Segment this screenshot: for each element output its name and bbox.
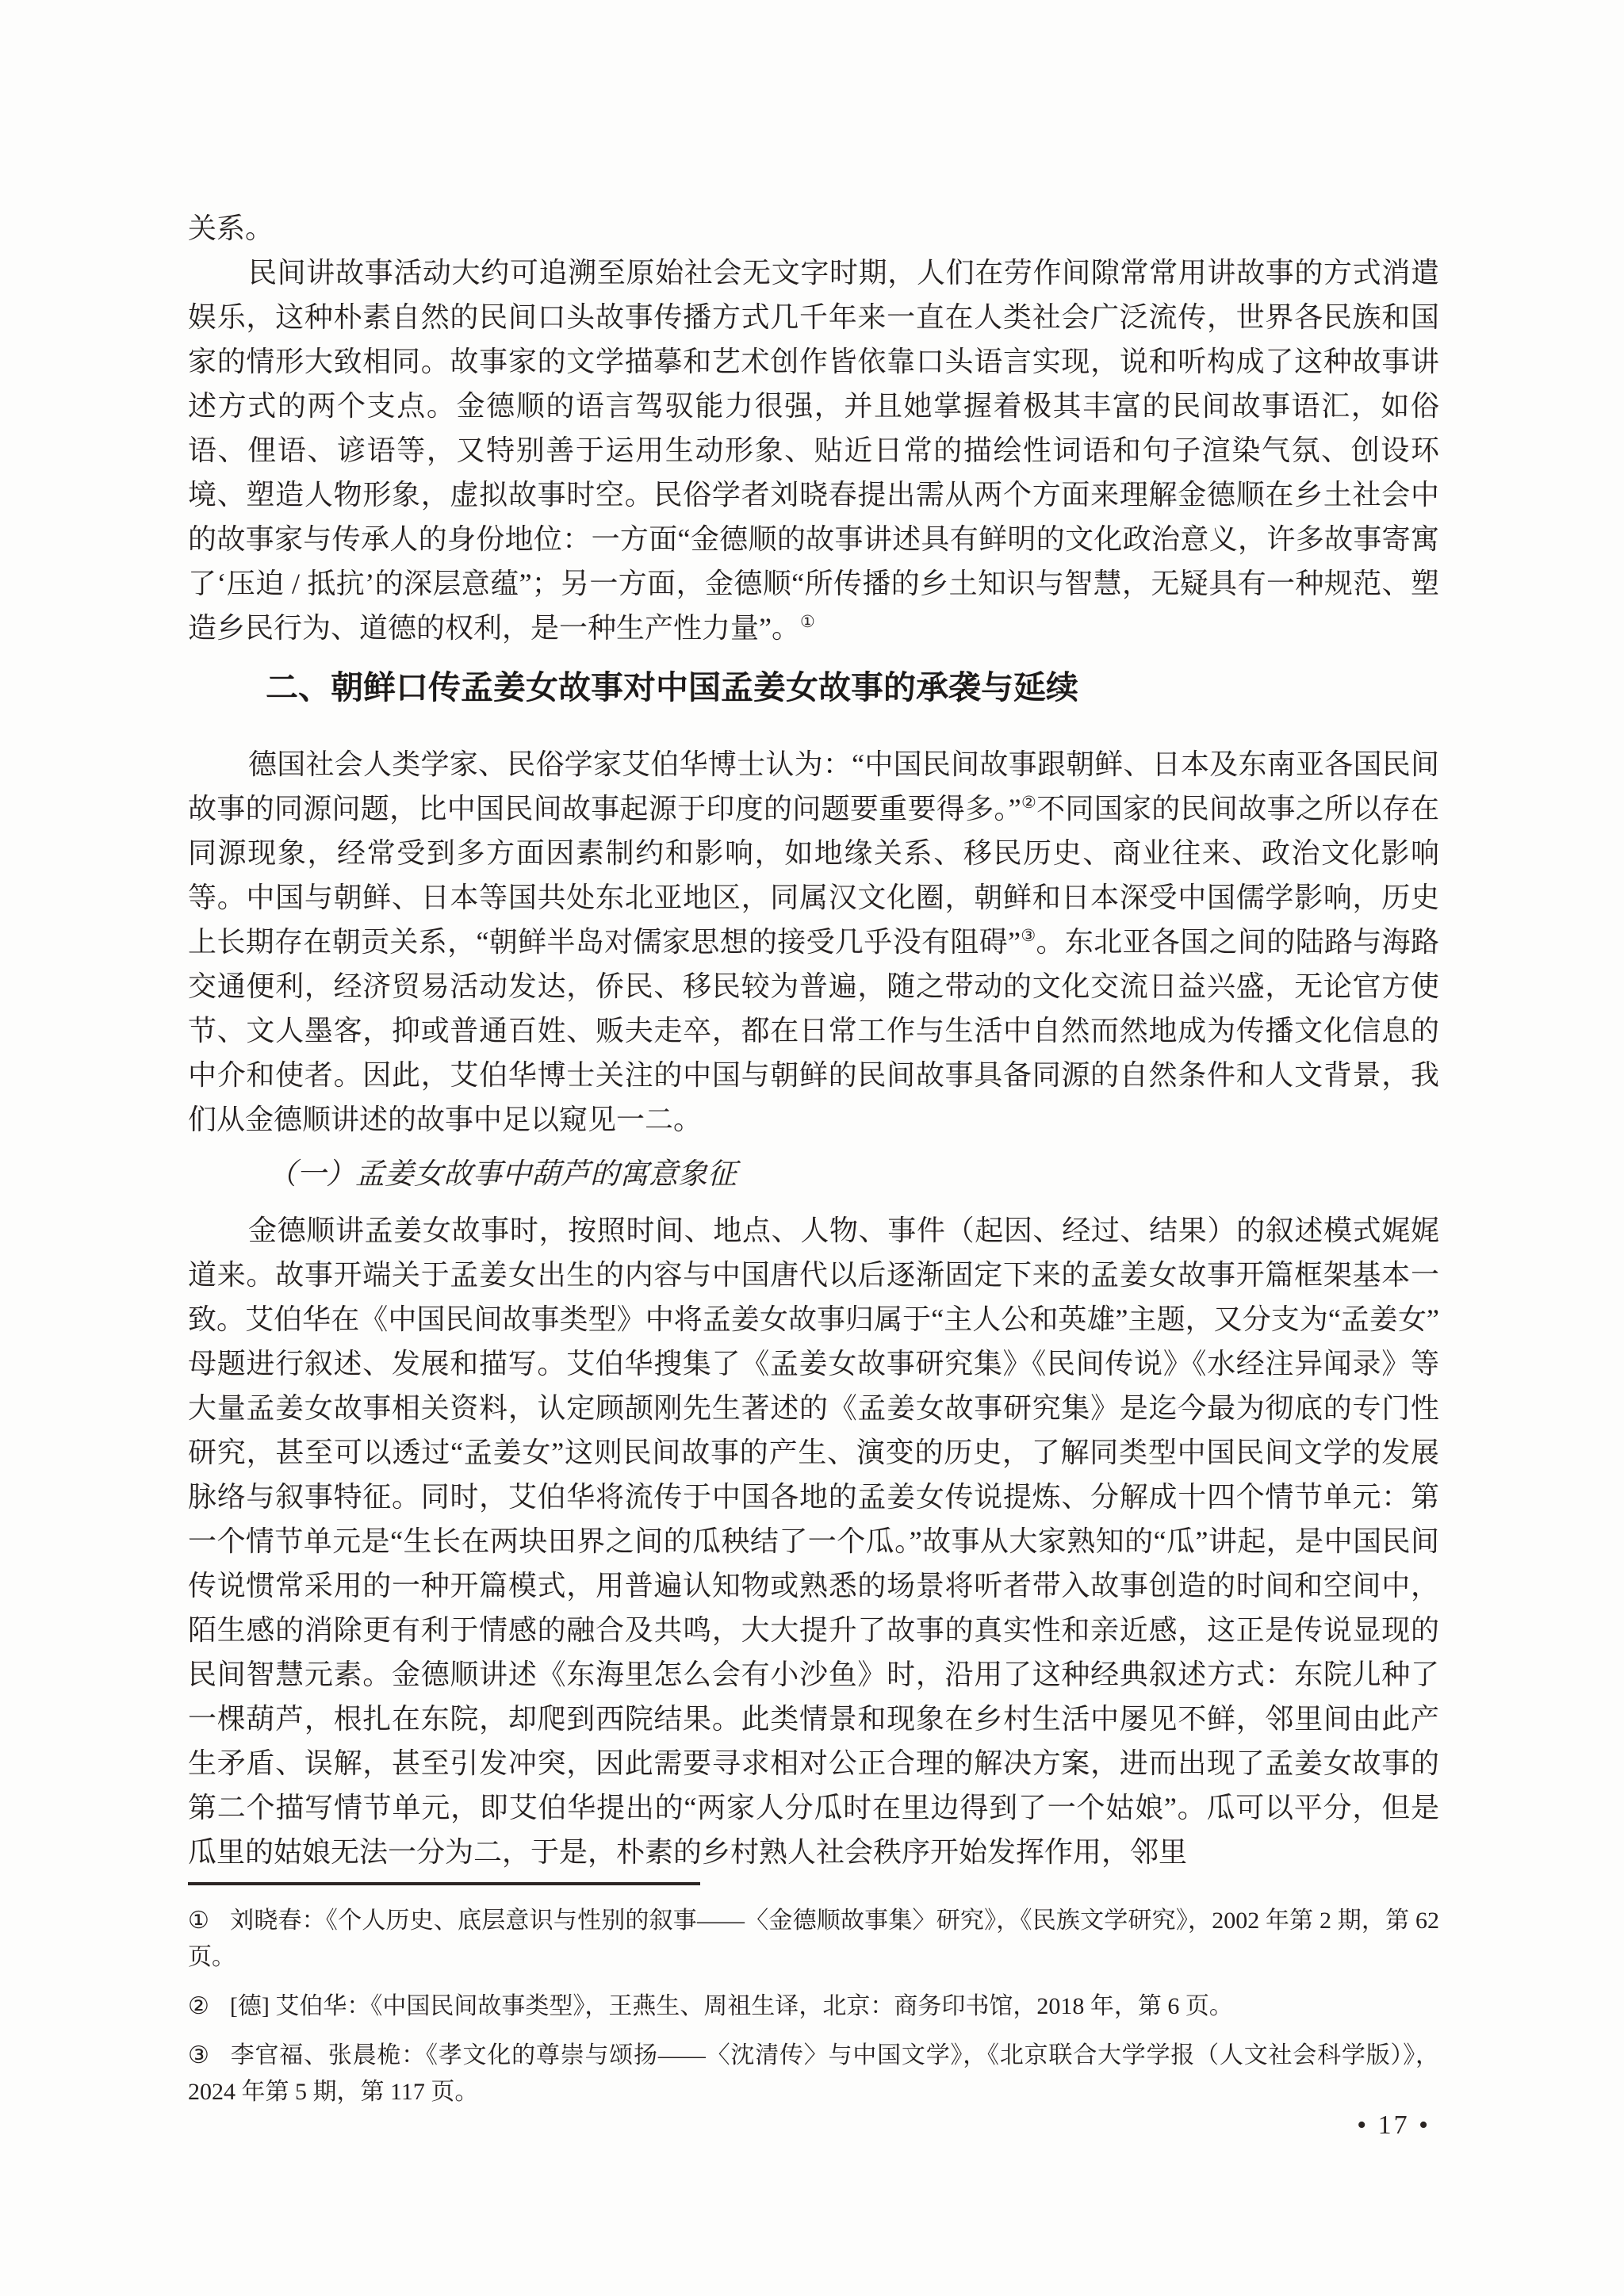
footnote-text-2: [德] 艾伯华：《中国民间故事类型》，王燕生、周祖生译，北京：商务印书馆，2018 年，第 6 页。 [229, 1993, 1233, 2019]
footnote-text-3: 李官福、张晨桅：《孝文化的尊崇与颂扬——〈沈清传〉与中国文学》，《北京联合大学学报（人文社会科学版）》，2024 年第 5 期，第 117 页。 [188, 2042, 1439, 2105]
article-body [188, 206, 1439, 1877]
footnote-item-3 [188, 2038, 1439, 2110]
footnote-item-1 [188, 1903, 1439, 1976]
paragraph-gourd-symbolism: 金德顺讲孟姜女故事时，按照时间、地点、人物、事件（起因、经过、结果）的叙述模式娓娓道来。故事开端关于孟姜女出生的内容与中国唐代以后逐渐固定下来的孟姜女故事开篇框架基本一致。艾伯华在《中国民间故事类型》中将孟姜女故事归属于“主人公和英雄”主题，又分支为“孟姜女”母题进行叙述、发展和描写。艾伯华搜集了《孟姜女故事研究集》《民间传说》《水经注异闻录》等大量孟姜女故事相关资料，认定顾颉刚先生著述的《孟姜女故事研究集》是迄今最为彻底的专门性研究，甚至可以透过“孟姜女”这则民间故事的产生、演变的历史，了解同类型中国民间文学的发展脉络与叙事特征。同时，艾伯华将流传于中国各地的孟姜女传说提炼、分解成十四个情节单元：第一个情节单元是“生长在两块田界之间的瓜秧结了一个瓜。”故事从大家熟知的“瓜”讲起，是中国民间传说惯常采用的一种开篇模式，用普遍认知物或熟悉的场景将听者带入故事创造的时间和空间中，陌生感的消除更有利于情感的融合及共鸣，大大提升了故事的真实性和亲近感，这正是传说显现的民间智慧元素。金德顺讲述《东海里怎么会有小沙鱼》时，沿用了这种经典叙述方式：东院儿种了一棵葫芦，根扎在东院，却爬到西院结果。此类情景和现象在乡村生活中屡见不鲜，邻里间由此产生矛盾、误解，甚至引发冲突，因此需要寻求相对公正合理的解决方案，进而出现了孟姜女故事的第二个描写情节单元，即艾伯华提出的“两家人分瓜时在里边得到了一个姑娘”。瓜可以平分，但是瓜里的姑娘无法一分为二，于是，朴素的乡村熟人社会秩序开始发挥作用，邻里 [188, 1215, 1439, 1868]
paragraph-2-text-a: 德国社会人类学家、民俗学家艾伯华博士认为：“中国民间故事跟朝鲜、日本及东南亚各国民间故事的同源问题，比中国民间故事起源于印度的问题要重要得多。” [188, 748, 1439, 825]
footnote-marker-2: ② [188, 1993, 209, 2019]
footnote-text-1: 刘晓春：《个人历史、底层意识与性别的叙事——〈金德顺故事集〉研究》，《民族文学研究》，2002 年第 2 期，第 62 页。 [188, 1908, 1439, 1970]
paragraph-2-text-c: 。东北亚各国之间的陆路与海路交通便利，经济贸易活动发达，侨民、移民较为普遍，随之带动的文化交流日益兴盛，无论官方使节、文人墨客，抑或普通百姓、贩夫走卒，都在日常工作与生活中自然而然地成为传播文化信息的中介和使者。因此，艾伯华博士关注的中国与朝鲜的民间故事具备同源的自然条件和人文背景，我们从金德顺讲述的故事中足以窥见一二。 [188, 926, 1439, 1135]
footnote-ref-3: ③ [1020, 926, 1036, 945]
footnotes-section [188, 1882, 1439, 2123]
footnote-ref-2: ② [1021, 793, 1037, 812]
footnote-ref-1: ① [799, 612, 815, 631]
footnote-marker-1: ① [188, 1908, 209, 1934]
paragraph-homologous-tales [188, 742, 1439, 1142]
paragraph-1-text: 民间讲故事活动大约可追溯至原始社会无文字时期，人们在劳作间隙常常用讲故事的方式消遣娱乐，这种朴素自然的民间口头故事传播方式几千年来一直在人类社会广泛流传，世界各民族和国家的情形大致相同。故事家的文学描摹和艺术创作皆依靠口头语言实现，说和听构成了这种故事讲述方式的两个支点。金德顺的语言驾驭能力很强，并且她掌握着极其丰富的民间故事语汇，如俗语、俚语、谚语等，又特别善于运用生动形象、贴近日常的描绘性词语和句子渲染气氛、创设环境、塑造人物形象，虚拟故事时空。民俗学者刘晓春提出需从两个方面来理解金德顺在乡土社会中的故事家与传承人的身份地位：一方面“金德顺的故事讲述具有鲜明的文化政治意义，许多故事寄寓了‘压迫 / 抵抗’的深层意蕴”；另一方面，金德顺“所传播的乡土知识与智慧，无疑具有一种规范、塑造乡民行为、道德的权利，是一种生产性力量”。 [188, 257, 1439, 644]
paragraph-folk-storytelling [188, 251, 1439, 650]
section-heading: 二、朝鲜口传孟姜女故事对中国孟姜女故事的承袭与延续 [266, 669, 1078, 706]
carryover-line: 关系。 [188, 212, 274, 244]
page-number: • 17 • [1357, 2110, 1431, 2140]
subsection-heading: （一）孟姜女故事中葫芦的寓意象征 [267, 1158, 737, 1191]
footnote-item-2 [188, 1988, 1439, 2025]
footnote-marker-3: ③ [188, 2042, 209, 2068]
footnote-separator-line [188, 1882, 700, 1885]
paragraph-2-text-b: 不同国家的民间故事之所以存在同源现象，经常受到多方面因素制约和影响，如地缘关系、移民历史、商业往来、政治文化影响等。中国与朝鲜、日本等国共处东北亚地区，同属汉文化圈，朝鲜和日本深受中国儒学影响，历史上长期存在朝贡关系，“朝鲜半岛对儒家思想的接受几乎没有阻碍” [188, 793, 1439, 958]
